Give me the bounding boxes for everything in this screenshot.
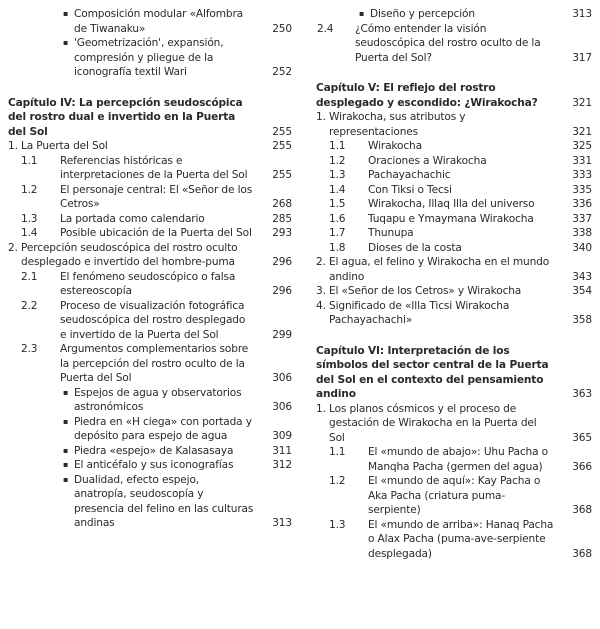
toc-subsection-entry <box>8 299 292 343</box>
bullet-icon: ▪ <box>63 9 69 18</box>
bullet-icon: ▪ <box>359 9 365 18</box>
entry-text: Piedra en «H ciega» con portada y depósito para espejo de agua <box>74 415 252 442</box>
page-number: 255 <box>272 125 292 138</box>
toc-subsection-entry <box>316 139 592 154</box>
toc-section-entry <box>316 255 592 284</box>
entry-text: El anticéfalo y sus iconografías <box>74 459 234 471</box>
entry-text: La Puerta del Sol <box>21 140 108 152</box>
section-number: 1.8 <box>329 241 346 254</box>
page-number: 363 <box>572 388 592 400</box>
section-number: 1. <box>316 402 326 415</box>
entry-text: Oraciones a Wirakocha <box>368 154 487 167</box>
toc-subsection-entry <box>8 183 292 212</box>
section-number: 1. <box>316 111 326 123</box>
toc-bullet-entry <box>8 458 292 473</box>
page-number: 321 <box>572 125 592 138</box>
entry-text: Pachayachachic <box>368 169 451 181</box>
toc-subsection-entry <box>316 22 592 66</box>
toc-subsection-entry <box>8 212 292 227</box>
page-number: 252 <box>272 66 292 78</box>
bullet-icon: ▪ <box>63 460 69 469</box>
section-number: 1.7 <box>329 227 346 239</box>
section-number: 1.4 <box>21 227 38 239</box>
entry-text: Thunupa <box>368 227 414 239</box>
chapter-heading-6 <box>316 344 592 402</box>
bullet-icon: ▪ <box>63 474 69 484</box>
page-number: 365 <box>572 431 592 444</box>
entry-text: El agua, el felino y Wirakocha en el mundo andino <box>329 256 550 283</box>
chapter-title: Capítulo VI: Interpretación de los símbolos del sector central de la Puerta del Sol en el contexto del pensamiento andino <box>316 344 549 400</box>
section-number: 4. <box>316 299 326 312</box>
entry-text: Tuqapu e Ymaymana Wirakocha <box>368 212 534 225</box>
page-number: 311 <box>272 444 292 457</box>
toc-bullet-entry <box>316 7 592 22</box>
toc-section-entry <box>316 284 592 299</box>
section-number: 1.2 <box>21 183 38 196</box>
section-number: 2.1 <box>21 270 38 283</box>
toc-section-entry <box>316 402 592 446</box>
page-number: 268 <box>272 198 292 210</box>
page-number: 309 <box>272 430 292 442</box>
entry-text: Posible ubicación de la Puerta del Sol <box>60 227 252 239</box>
bullet-icon: ▪ <box>63 416 69 426</box>
page-number: 306 <box>272 401 292 413</box>
page-number: 366 <box>572 460 592 473</box>
section-number: 2.3 <box>21 343 38 355</box>
toc-subsection-entry <box>316 241 592 256</box>
page-number: 299 <box>272 328 292 341</box>
entry-text: El «Señor de los Cetros» y Wirakocha <box>329 285 522 297</box>
toc-bullet-entry <box>8 444 292 459</box>
page-number: 250 <box>272 22 292 35</box>
section-number: 2. <box>316 256 326 268</box>
section-number: 1.1 <box>329 446 346 458</box>
section-number: 1.3 <box>329 169 346 181</box>
entry-text: El fenómeno seudoscópico o falsa estereoscopía <box>60 270 236 297</box>
page-number: 296 <box>272 256 292 268</box>
entry-text: Dioses de la costa <box>368 241 462 254</box>
chapter-heading-5 <box>316 81 592 110</box>
bullet-icon: ▪ <box>63 38 69 47</box>
page-number: 337 <box>572 212 592 225</box>
page-number: 343 <box>572 270 592 283</box>
entry-text: El «mundo de abajo»: Uhu Pacha o Manqha Pacha (germen del agua) <box>368 446 549 473</box>
section-number: 2. <box>8 241 18 254</box>
entry-text: Significado de «Illa Ticsi Wirakocha Pachayachachi» <box>329 299 510 326</box>
section-number: 1. <box>8 140 18 152</box>
toc-subsection-entry <box>316 474 592 518</box>
page-number: 336 <box>572 198 592 210</box>
page-number: 313 <box>272 517 292 529</box>
entry-text: 'Geometrización', expansión, compresión y pliegue de la iconografía textil Wari <box>74 37 224 78</box>
entry-text: Diseño y percepción <box>370 8 475 20</box>
page-number: 313 <box>572 8 592 20</box>
page-number: 317 <box>572 51 592 64</box>
page-number: 333 <box>572 169 592 181</box>
toc-subsection-entry <box>8 226 292 241</box>
page-number: 338 <box>572 227 592 239</box>
section-number: 1.3 <box>21 212 38 225</box>
entry-text: Espejos de agua y observatorios astronómicos <box>74 386 242 413</box>
entry-text: ¿Cómo entender la visión seudoscópica del rostro oculto de la Puerta del Sol? <box>355 22 541 64</box>
toc-subsection-entry <box>316 168 592 183</box>
section-number: 1.2 <box>329 154 346 167</box>
toc-subsection-entry <box>8 270 292 299</box>
page-number: 335 <box>572 183 592 196</box>
entry-text: Piedra «espejo» de Kalasasaya <box>74 444 234 457</box>
section-number: 2.4 <box>317 22 334 35</box>
entry-text: Composición modular «Alfombra de Tiwanaku» <box>74 8 244 35</box>
entry-text: La portada como calendario <box>60 212 205 225</box>
page-number: 285 <box>272 212 292 225</box>
toc-bullet-entry <box>8 415 292 444</box>
toc-right-column <box>316 0 592 561</box>
page-number: 296 <box>272 285 292 297</box>
toc-section-entry <box>8 241 292 270</box>
section-number: 2.2 <box>21 299 38 312</box>
toc-subsection-entry <box>8 342 292 386</box>
page-number: 325 <box>572 140 592 152</box>
entry-text: El «mundo de arriba»: Hanaq Pacha o Alax Pacha (puma-ave-serpiente desplegada) <box>368 518 554 560</box>
entry-text: Wirakocha, Illaq Illa del universo <box>368 198 535 210</box>
entry-text: Con Tiksi o Tecsi <box>368 183 452 196</box>
toc-subsection-entry <box>316 183 592 198</box>
chapter-title: Capítulo V: El reflejo del rostro desplegado y escondido: ¿Wirakocha? <box>316 82 538 109</box>
entry-text: Argumentos complementarios sobre la percepción del rostro oculto de la Puerta del Sol <box>60 343 249 384</box>
page-number: 340 <box>572 241 592 254</box>
entry-text: Percepción seudoscópica del rostro oculto desplegado e invertido del hombre-puma <box>21 241 238 268</box>
toc-bullet-entry <box>8 7 292 36</box>
toc-left-column <box>8 0 292 531</box>
entry-text: El personaje central: El «Señor de los Cetros» <box>60 183 253 210</box>
bullet-icon: ▪ <box>63 387 69 397</box>
toc-bullet-entry <box>8 473 292 531</box>
page-number: 368 <box>572 504 592 516</box>
chapter-heading-4 <box>8 96 292 140</box>
entry-text: Wirakocha, sus atributos y representaciones <box>329 111 466 138</box>
page-number: 255 <box>272 169 292 181</box>
entry-text: El «mundo de aquí»: Kay Pacha o Aka Pacha (criatura puma-serpiente) <box>368 475 541 516</box>
toc-section-entry <box>316 110 592 139</box>
entry-text: Los planos cósmicos y el proceso de gestación de Wirakocha en la Puerta del Sol <box>329 402 537 444</box>
toc-subsection-entry <box>316 212 592 227</box>
section-number: 1.1 <box>21 154 38 167</box>
chapter-title: Capítulo IV: La percepción seudoscópica del rostro dual e invertido en la Puerta del Sol <box>8 96 243 138</box>
page-number: 354 <box>572 285 592 297</box>
page-number: 321 <box>572 96 592 109</box>
entry-text: Wirakocha <box>368 140 422 152</box>
toc-subsection-entry <box>316 154 592 169</box>
bullet-icon: ▪ <box>63 445 69 455</box>
section-number: 1.4 <box>329 183 346 196</box>
page-number: 368 <box>572 547 592 560</box>
toc-subsection-entry <box>316 445 592 474</box>
toc-bullet-entry <box>8 386 292 415</box>
toc-subsection-entry <box>316 197 592 212</box>
entry-text: Referencias históricas e interpretaciones de la Puerta del Sol <box>60 154 248 181</box>
page-number: 255 <box>272 140 292 152</box>
page-number: 306 <box>272 372 292 384</box>
section-number: 1.6 <box>329 212 346 225</box>
page-number: 293 <box>272 227 292 239</box>
entry-text: Dualidad, efecto espejo, anatropía, seudoscopía y presencia del felino en las culturas andinas <box>74 473 254 529</box>
page-number: 312 <box>272 459 292 471</box>
section-number: 1.5 <box>329 198 346 210</box>
toc-subsection-entry <box>316 226 592 241</box>
toc-subsection-entry <box>316 518 592 562</box>
toc-subsection-entry <box>8 154 292 183</box>
entry-text: Proceso de visualización fotográfica seudoscópica del rostro desplegado e invertido de la Puerta del Sol <box>60 299 246 341</box>
toc-section-entry <box>316 299 592 328</box>
section-number: 1.3 <box>329 518 346 531</box>
toc-section-entry <box>8 139 292 154</box>
page-number: 358 <box>572 314 592 326</box>
section-number: 3. <box>316 285 326 297</box>
section-number: 1.2 <box>329 475 346 487</box>
toc-bullet-entry <box>8 36 292 80</box>
page-number: 331 <box>572 154 592 167</box>
section-number: 1.1 <box>329 140 346 152</box>
